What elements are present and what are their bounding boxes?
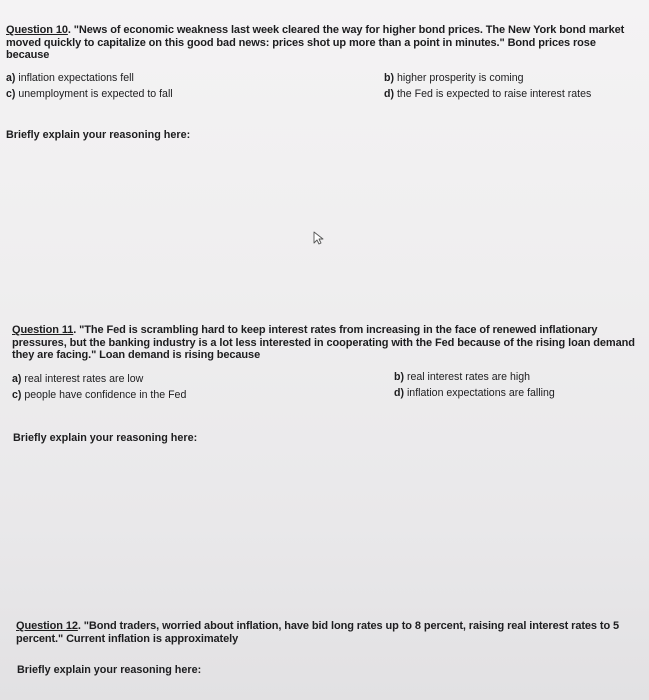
question-11-stem (12, 324, 642, 362)
question-12-stem (16, 620, 644, 645)
question-10-options (0, 71, 649, 111)
question-12-number: Question 12 (16, 620, 78, 632)
question-11-option-d[interactable]: d) inflation expectations are falling (394, 386, 555, 399)
question-10-number: Question 10 (6, 24, 68, 36)
question-10-text: . "News of economic weakness last week cleared the way for higher bond prices. The New York bond market moved quickly to capitalize on this good bad news: prices shot up more than a point in minutes." Bond prices rose because (6, 24, 625, 61)
question-10-stem (6, 24, 638, 62)
question-12-text: . "Bond traders, worried about inflation, have bid long rates up to 8 percent, raising real interest rates to 5 percent." Current inflation is approximately (16, 620, 620, 645)
question-11-option-b[interactable]: b) real interest rates are high (394, 370, 531, 383)
question-11-options (0, 372, 649, 412)
question-10-explain-prompt: Briefly explain your reasoning here: (6, 129, 191, 141)
question-11 (0, 324, 649, 412)
question-10 (0, 24, 649, 111)
mouse-pointer-icon (312, 231, 326, 245)
question-12-explain-prompt: Briefly explain your reasoning here: (17, 664, 202, 676)
question-11-explain-prompt: Briefly explain your reasoning here: (13, 432, 198, 444)
question-11-option-c[interactable]: c) people have confidence in the Fed (12, 388, 187, 401)
question-11-text: . "The Fed is scrambling hard to keep interest rates from increasing in the face of renewed inflationary pressures, but the banking industry is a lot less interested in cooperating with the Fed because of the rising loan demand they are facing." Loan demand is rising because (12, 324, 635, 361)
question-10-option-d[interactable]: d) the Fed is expected to raise interest rates (384, 87, 592, 100)
question-10-option-b[interactable]: b) higher prosperity is coming (384, 71, 524, 84)
question-11-number: Question 11 (12, 324, 74, 336)
question-10-option-a[interactable]: a) inflation expectations fell (6, 71, 134, 84)
question-10-option-c[interactable]: c) unemployment is expected to fall (6, 87, 173, 100)
question-11-option-a[interactable]: a) real interest rates are low (12, 372, 144, 385)
question-12 (0, 620, 649, 645)
